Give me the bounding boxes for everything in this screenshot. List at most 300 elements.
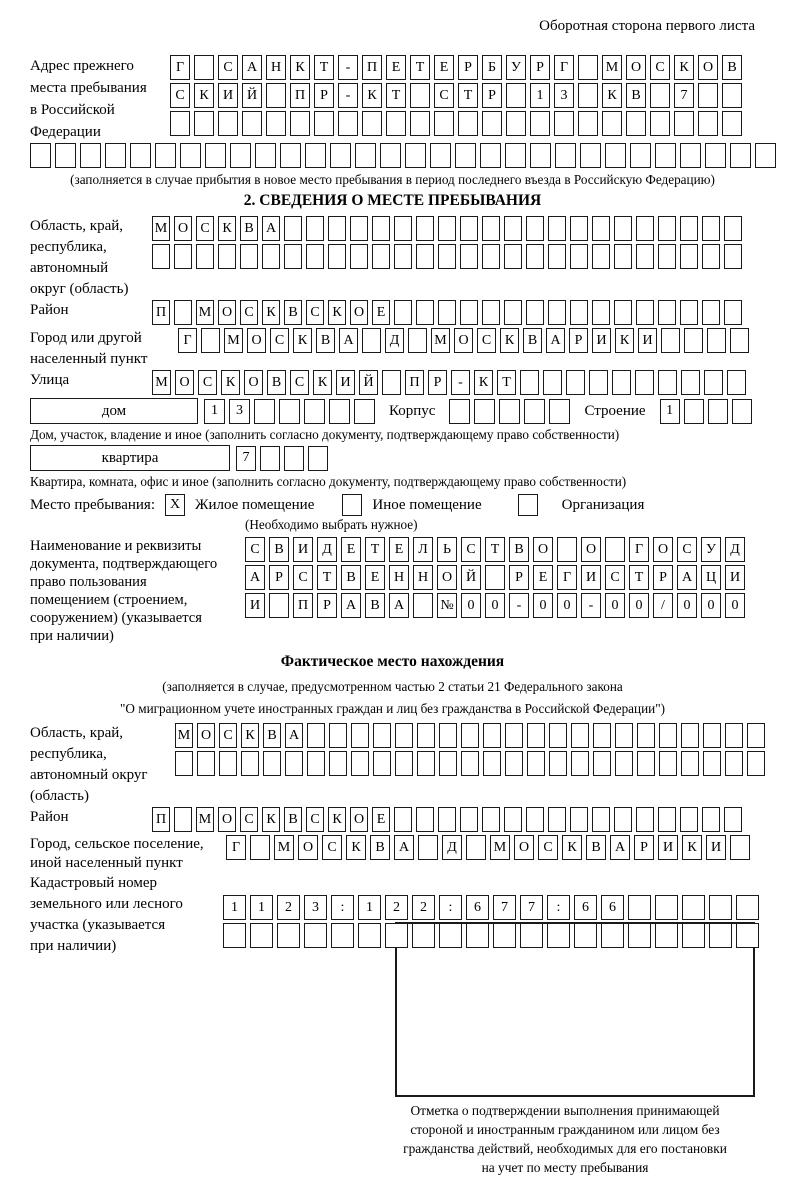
char-cell[interactable] — [708, 399, 728, 424]
char-cell[interactable] — [725, 723, 743, 748]
char-cell[interactable] — [549, 723, 567, 748]
char-cell[interactable]: Е — [389, 537, 409, 562]
char-cell[interactable] — [602, 111, 622, 136]
char-cell[interactable] — [709, 895, 732, 920]
char-cell[interactable]: В — [316, 328, 335, 353]
char-cell[interactable] — [635, 370, 654, 395]
char-cell[interactable] — [480, 143, 501, 168]
char-cell[interactable] — [601, 923, 624, 948]
char-cell[interactable]: С — [293, 565, 313, 590]
char-cell[interactable] — [548, 216, 566, 241]
char-cell[interactable]: К — [346, 835, 366, 860]
char-cell[interactable]: К — [290, 55, 310, 80]
char-cell[interactable] — [482, 216, 500, 241]
char-cell[interactable] — [485, 565, 505, 590]
char-cell[interactable] — [219, 751, 237, 776]
char-cell[interactable]: М — [175, 723, 193, 748]
char-cell[interactable]: П — [152, 807, 170, 832]
char-cell[interactable] — [284, 244, 302, 269]
char-cell[interactable] — [394, 216, 412, 241]
char-cell[interactable] — [290, 111, 310, 136]
char-cell[interactable] — [504, 216, 522, 241]
char-cell[interactable]: В — [240, 216, 258, 241]
char-cell[interactable] — [549, 751, 567, 776]
char-cell[interactable] — [416, 216, 434, 241]
char-cell[interactable] — [493, 923, 516, 948]
char-cell[interactable]: О — [175, 370, 194, 395]
char-cell[interactable] — [681, 751, 699, 776]
char-cell[interactable] — [724, 300, 742, 325]
char-cell[interactable] — [482, 111, 502, 136]
char-cell[interactable]: А — [610, 835, 630, 860]
char-cell[interactable]: 0 — [629, 593, 649, 618]
char-cell[interactable]: Г — [629, 537, 649, 562]
char-cell[interactable] — [682, 923, 705, 948]
char-cell[interactable] — [354, 399, 375, 424]
char-cell[interactable] — [416, 300, 434, 325]
char-cell[interactable] — [661, 328, 680, 353]
char-cell[interactable] — [614, 300, 632, 325]
char-cell[interactable] — [698, 83, 718, 108]
char-cell[interactable]: В — [267, 370, 286, 395]
char-cell[interactable]: 6 — [466, 895, 489, 920]
checkbox-inoe[interactable] — [342, 494, 362, 516]
char-cell[interactable]: К — [293, 328, 312, 353]
char-cell[interactable] — [614, 807, 632, 832]
char-cell[interactable]: № — [437, 593, 457, 618]
char-cell[interactable] — [305, 143, 326, 168]
char-cell[interactable] — [362, 328, 381, 353]
char-cell[interactable]: 1 — [660, 399, 680, 424]
char-cell[interactable] — [438, 244, 456, 269]
char-cell[interactable] — [703, 751, 721, 776]
char-cell[interactable] — [526, 244, 544, 269]
char-cell[interactable] — [548, 300, 566, 325]
char-cell[interactable]: С — [196, 216, 214, 241]
char-cell[interactable] — [266, 111, 286, 136]
char-cell[interactable] — [684, 328, 703, 353]
char-cell[interactable]: О — [218, 807, 236, 832]
char-cell[interactable] — [520, 923, 543, 948]
char-cell[interactable]: О — [174, 216, 192, 241]
char-cell[interactable]: Е — [372, 300, 390, 325]
char-cell[interactable] — [417, 751, 435, 776]
char-cell[interactable]: Р — [317, 593, 337, 618]
char-cell[interactable] — [659, 751, 677, 776]
char-cell[interactable]: Р — [482, 83, 502, 108]
char-cell[interactable] — [709, 923, 732, 948]
char-cell[interactable] — [417, 723, 435, 748]
char-cell[interactable] — [702, 216, 720, 241]
char-cell[interactable]: К — [682, 835, 702, 860]
char-cell[interactable] — [702, 300, 720, 325]
char-cell[interactable]: А — [389, 593, 409, 618]
char-cell[interactable] — [592, 807, 610, 832]
char-cell[interactable] — [314, 111, 334, 136]
char-cell[interactable]: В — [509, 537, 529, 562]
char-cell[interactable]: О — [626, 55, 646, 80]
char-cell[interactable] — [655, 895, 678, 920]
char-cell[interactable]: А — [341, 593, 361, 618]
char-cell[interactable] — [578, 55, 598, 80]
char-cell[interactable]: Г — [557, 565, 577, 590]
char-cell[interactable] — [439, 723, 457, 748]
char-cell[interactable]: С — [677, 537, 697, 562]
char-cell[interactable] — [438, 807, 456, 832]
char-cell[interactable] — [460, 300, 478, 325]
char-cell[interactable] — [554, 111, 574, 136]
char-cell[interactable]: О — [350, 807, 368, 832]
char-cell[interactable]: А — [546, 328, 565, 353]
char-cell[interactable]: И — [581, 565, 601, 590]
char-cell[interactable] — [358, 923, 381, 948]
char-cell[interactable] — [466, 835, 486, 860]
char-cell[interactable] — [405, 143, 426, 168]
char-cell[interactable]: - — [581, 593, 601, 618]
char-cell[interactable] — [194, 55, 214, 80]
char-cell[interactable] — [570, 807, 588, 832]
char-cell[interactable]: Д — [317, 537, 337, 562]
char-cell[interactable] — [306, 244, 324, 269]
char-cell[interactable]: Т — [629, 565, 649, 590]
char-cell[interactable]: М — [490, 835, 510, 860]
char-cell[interactable]: И — [336, 370, 355, 395]
char-cell[interactable]: 0 — [485, 593, 505, 618]
char-cell[interactable] — [682, 895, 705, 920]
char-cell[interactable] — [55, 143, 76, 168]
char-cell[interactable]: 1 — [530, 83, 550, 108]
char-cell[interactable] — [626, 111, 646, 136]
char-cell[interactable] — [526, 300, 544, 325]
char-cell[interactable] — [658, 244, 676, 269]
char-cell[interactable]: Л — [413, 537, 433, 562]
char-cell[interactable]: Р — [458, 55, 478, 80]
char-cell[interactable]: А — [285, 723, 303, 748]
char-cell[interactable] — [530, 143, 551, 168]
char-cell[interactable]: В — [722, 55, 742, 80]
char-cell[interactable] — [527, 723, 545, 748]
char-cell[interactable] — [386, 111, 406, 136]
char-cell[interactable] — [674, 111, 694, 136]
char-cell[interactable] — [650, 83, 670, 108]
char-cell[interactable]: У — [506, 55, 526, 80]
char-cell[interactable] — [650, 111, 670, 136]
char-cell[interactable] — [205, 143, 226, 168]
char-cell[interactable] — [722, 111, 742, 136]
char-cell[interactable]: 3 — [229, 399, 250, 424]
char-cell[interactable] — [416, 807, 434, 832]
char-cell[interactable]: Г — [170, 55, 190, 80]
char-cell[interactable]: К — [500, 328, 519, 353]
char-cell[interactable] — [680, 807, 698, 832]
char-cell[interactable] — [636, 216, 654, 241]
char-cell[interactable] — [255, 143, 276, 168]
char-cell[interactable]: И — [725, 565, 745, 590]
char-cell[interactable] — [105, 143, 126, 168]
char-cell[interactable]: М — [602, 55, 622, 80]
checkbox-org[interactable] — [518, 494, 538, 516]
char-cell[interactable]: С — [306, 300, 324, 325]
char-cell[interactable] — [382, 370, 401, 395]
char-cell[interactable] — [242, 111, 262, 136]
char-cell[interactable] — [730, 328, 749, 353]
char-cell[interactable]: Ь — [437, 537, 457, 562]
char-cell[interactable] — [730, 143, 751, 168]
char-cell[interactable] — [504, 300, 522, 325]
char-cell[interactable] — [372, 216, 390, 241]
char-cell[interactable] — [614, 216, 632, 241]
char-cell[interactable]: 7 — [236, 446, 256, 471]
char-cell[interactable] — [566, 370, 585, 395]
char-cell[interactable]: С — [538, 835, 558, 860]
char-cell[interactable] — [155, 143, 176, 168]
char-cell[interactable]: С — [605, 565, 625, 590]
char-cell[interactable] — [483, 751, 501, 776]
char-cell[interactable] — [461, 751, 479, 776]
char-cell[interactable] — [615, 751, 633, 776]
char-cell[interactable] — [543, 370, 562, 395]
char-cell[interactable] — [80, 143, 101, 168]
char-cell[interactable] — [413, 593, 433, 618]
char-cell[interactable]: М — [274, 835, 294, 860]
char-cell[interactable] — [658, 370, 677, 395]
char-cell[interactable]: Е — [533, 565, 553, 590]
char-cell[interactable] — [555, 143, 576, 168]
char-cell[interactable]: Н — [413, 565, 433, 590]
char-cell[interactable] — [732, 399, 752, 424]
char-cell[interactable] — [394, 807, 412, 832]
char-cell[interactable] — [250, 923, 273, 948]
char-cell[interactable]: К — [262, 807, 280, 832]
char-cell[interactable] — [304, 399, 325, 424]
char-cell[interactable]: С — [270, 328, 289, 353]
char-cell[interactable]: М — [152, 216, 170, 241]
char-cell[interactable]: И — [658, 835, 678, 860]
char-cell[interactable]: С — [461, 537, 481, 562]
char-cell[interactable]: / — [653, 593, 673, 618]
char-cell[interactable]: Д — [725, 537, 745, 562]
char-cell[interactable] — [306, 216, 324, 241]
char-cell[interactable] — [658, 216, 676, 241]
char-cell[interactable]: С — [240, 807, 258, 832]
char-cell[interactable]: И — [638, 328, 657, 353]
char-cell[interactable] — [707, 328, 726, 353]
char-cell[interactable]: С — [477, 328, 496, 353]
char-cell[interactable] — [350, 216, 368, 241]
char-cell[interactable] — [328, 244, 346, 269]
char-cell[interactable]: Н — [389, 565, 409, 590]
char-cell[interactable] — [362, 111, 382, 136]
char-cell[interactable] — [592, 244, 610, 269]
char-cell[interactable]: К — [218, 216, 236, 241]
char-cell[interactable] — [658, 807, 676, 832]
char-cell[interactable] — [684, 399, 704, 424]
char-cell[interactable]: О — [350, 300, 368, 325]
char-cell[interactable] — [455, 143, 476, 168]
char-cell[interactable] — [593, 723, 611, 748]
char-cell[interactable] — [223, 923, 246, 948]
char-cell[interactable]: К — [328, 300, 346, 325]
char-cell[interactable]: Е — [365, 565, 385, 590]
char-cell[interactable] — [410, 83, 430, 108]
char-cell[interactable] — [269, 593, 289, 618]
char-cell[interactable] — [659, 723, 677, 748]
char-cell[interactable]: Т — [458, 83, 478, 108]
char-cell[interactable] — [280, 143, 301, 168]
char-cell[interactable]: В — [626, 83, 646, 108]
char-cell[interactable] — [628, 895, 651, 920]
char-cell[interactable] — [174, 807, 192, 832]
char-cell[interactable] — [196, 244, 214, 269]
char-cell[interactable]: Р — [569, 328, 588, 353]
char-cell[interactable] — [530, 111, 550, 136]
char-cell[interactable]: 7 — [520, 895, 543, 920]
char-cell[interactable] — [308, 446, 328, 471]
char-cell[interactable]: Е — [386, 55, 406, 80]
char-cell[interactable]: Р — [634, 835, 654, 860]
char-cell[interactable] — [705, 143, 726, 168]
char-cell[interactable] — [630, 143, 651, 168]
char-cell[interactable]: М — [431, 328, 450, 353]
char-cell[interactable] — [394, 244, 412, 269]
char-cell[interactable]: О — [581, 537, 601, 562]
char-cell[interactable]: 7 — [493, 895, 516, 920]
char-cell[interactable]: Р — [653, 565, 673, 590]
char-cell[interactable] — [747, 723, 765, 748]
char-cell[interactable] — [578, 83, 598, 108]
char-cell[interactable]: 0 — [557, 593, 577, 618]
char-cell[interactable] — [681, 370, 700, 395]
char-cell[interactable]: 0 — [725, 593, 745, 618]
char-cell[interactable] — [201, 328, 220, 353]
char-cell[interactable] — [680, 300, 698, 325]
char-cell[interactable]: - — [338, 83, 358, 108]
char-cell[interactable]: С — [218, 55, 238, 80]
char-cell[interactable] — [702, 807, 720, 832]
char-cell[interactable] — [680, 143, 701, 168]
char-cell[interactable]: К — [615, 328, 634, 353]
char-cell[interactable]: И — [245, 593, 265, 618]
char-cell[interactable] — [612, 370, 631, 395]
char-cell[interactable]: С — [170, 83, 190, 108]
char-cell[interactable]: 1 — [250, 895, 273, 920]
char-cell[interactable] — [329, 399, 350, 424]
char-cell[interactable] — [152, 244, 170, 269]
char-cell[interactable]: Й — [242, 83, 262, 108]
char-cell[interactable] — [736, 923, 759, 948]
char-cell[interactable] — [218, 111, 238, 136]
char-cell[interactable]: 0 — [677, 593, 697, 618]
char-cell[interactable] — [410, 111, 430, 136]
char-cell[interactable]: : — [439, 895, 462, 920]
char-cell[interactable] — [680, 244, 698, 269]
char-cell[interactable]: Г — [554, 55, 574, 80]
char-cell[interactable] — [605, 537, 625, 562]
char-cell[interactable] — [241, 751, 259, 776]
char-cell[interactable] — [527, 751, 545, 776]
char-cell[interactable] — [460, 807, 478, 832]
char-cell[interactable]: 1 — [204, 399, 225, 424]
char-cell[interactable]: 1 — [358, 895, 381, 920]
char-cell[interactable] — [570, 244, 588, 269]
char-cell[interactable]: М — [196, 807, 214, 832]
char-cell[interactable] — [329, 751, 347, 776]
char-cell[interactable] — [548, 807, 566, 832]
char-cell[interactable] — [395, 723, 413, 748]
char-cell[interactable] — [284, 446, 304, 471]
char-cell[interactable]: А — [394, 835, 414, 860]
char-cell[interactable]: Д — [385, 328, 404, 353]
char-cell[interactable]: Т — [386, 83, 406, 108]
char-cell[interactable] — [724, 244, 742, 269]
char-cell[interactable]: М — [224, 328, 243, 353]
char-cell[interactable] — [592, 216, 610, 241]
char-cell[interactable] — [418, 835, 438, 860]
char-cell[interactable]: Р — [509, 565, 529, 590]
char-cell[interactable] — [351, 723, 369, 748]
char-cell[interactable]: 2 — [385, 895, 408, 920]
char-cell[interactable]: А — [339, 328, 358, 353]
char-cell[interactable]: О — [437, 565, 457, 590]
char-cell[interactable] — [520, 370, 539, 395]
char-cell[interactable] — [338, 111, 358, 136]
char-cell[interactable] — [637, 723, 655, 748]
char-cell[interactable]: О — [454, 328, 473, 353]
char-cell[interactable] — [439, 923, 462, 948]
char-cell[interactable] — [505, 723, 523, 748]
char-cell[interactable]: Д — [442, 835, 462, 860]
char-cell[interactable] — [698, 111, 718, 136]
char-cell[interactable] — [504, 807, 522, 832]
char-cell[interactable] — [482, 244, 500, 269]
char-cell[interactable]: В — [284, 300, 302, 325]
char-cell[interactable] — [30, 143, 51, 168]
char-cell[interactable]: Е — [341, 537, 361, 562]
char-cell[interactable] — [658, 300, 676, 325]
char-cell[interactable]: К — [241, 723, 259, 748]
char-cell[interactable] — [724, 216, 742, 241]
char-cell[interactable] — [589, 370, 608, 395]
char-cell[interactable] — [218, 244, 236, 269]
char-cell[interactable]: А — [245, 565, 265, 590]
char-cell[interactable] — [263, 751, 281, 776]
char-cell[interactable] — [578, 111, 598, 136]
char-cell[interactable] — [482, 807, 500, 832]
char-cell[interactable] — [570, 216, 588, 241]
char-cell[interactable] — [574, 923, 597, 948]
char-cell[interactable] — [571, 751, 589, 776]
char-cell[interactable] — [438, 300, 456, 325]
char-cell[interactable]: Г — [178, 328, 197, 353]
char-cell[interactable] — [681, 723, 699, 748]
char-cell[interactable] — [571, 723, 589, 748]
char-cell[interactable]: Ц — [701, 565, 721, 590]
char-cell[interactable]: С — [198, 370, 217, 395]
char-cell[interactable] — [636, 244, 654, 269]
char-cell[interactable] — [482, 300, 500, 325]
char-cell[interactable]: М — [196, 300, 214, 325]
char-cell[interactable]: С — [322, 835, 342, 860]
char-cell[interactable]: - — [509, 593, 529, 618]
char-cell[interactable] — [284, 216, 302, 241]
char-cell[interactable]: П — [362, 55, 382, 80]
char-cell[interactable] — [680, 216, 698, 241]
char-cell[interactable] — [380, 143, 401, 168]
char-cell[interactable] — [570, 300, 588, 325]
char-cell[interactable]: : — [331, 895, 354, 920]
char-cell[interactable]: 2 — [412, 895, 435, 920]
char-cell[interactable] — [174, 300, 192, 325]
